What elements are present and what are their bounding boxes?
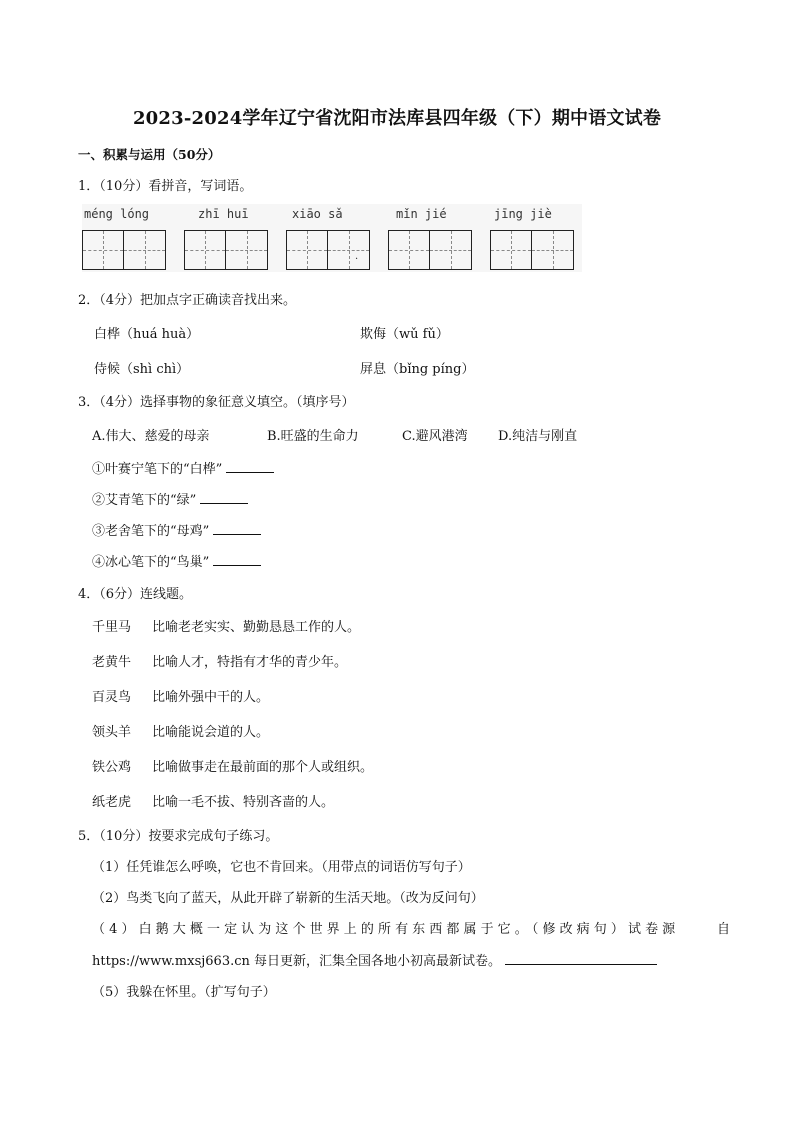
- match-term[interactable]: 领头羊: [92, 725, 132, 740]
- question-5-prompt: 5．（10分）按要求完成句子练习。: [78, 829, 279, 844]
- option-d: D.纯洁与刚直: [498, 429, 578, 444]
- writing-grid[interactable]: [184, 230, 268, 270]
- writing-grid[interactable]: [82, 230, 166, 270]
- fill-item: [92, 458, 274, 477]
- sentence-task-1: （1）任凭谁怎么呼唤，它也不肯回来。（用带点的词语仿写句子）: [92, 860, 471, 875]
- fill-item: [92, 489, 248, 508]
- pinyin-writing-area: [82, 204, 582, 272]
- writing-grid[interactable]: [490, 230, 574, 270]
- page-title: 2023-2024学年辽宁省沈阳市法库县四年级（下）期中语文试卷: [132, 108, 662, 129]
- writing-grid[interactable]: [286, 230, 370, 270]
- match-term[interactable]: 百灵鸟: [92, 690, 132, 705]
- match-term[interactable]: 老黄牛: [92, 655, 132, 670]
- answer-blank[interactable]: [213, 522, 261, 535]
- dot-mark: ·: [355, 254, 359, 265]
- fill-item-text: ②艾青笔下的“绿”: [92, 493, 197, 508]
- question-2-prompt: 2．（4分）把加点字正确读音找出来。: [78, 293, 297, 308]
- answer-blank[interactable]: [226, 460, 274, 473]
- match-term[interactable]: 铁公鸡: [92, 760, 132, 775]
- sentence-task-4-end: 自: [717, 922, 731, 937]
- pinyin-label: méng lóng: [84, 207, 150, 221]
- match-meaning[interactable]: 比喻外强中干的人。: [152, 690, 270, 705]
- match-term[interactable]: 纸老虎: [92, 795, 132, 810]
- pinyin-label: zhī huī: [198, 207, 249, 221]
- question-1-prompt: 1．（10分）看拼音，写词语。: [78, 179, 253, 194]
- sentence-task-4: （4）白鹅大概一定认为这个世界上的所有东西都属于它。（修改病句）试卷源: [92, 922, 680, 937]
- question-3-prompt: 3．（4分）选择事物的象征意义填空。（填序号）: [78, 395, 355, 410]
- match-meaning[interactable]: 比喻一毛不拔、特别吝啬的人。: [152, 795, 335, 810]
- reading-item: 白桦（huá huà）: [94, 327, 200, 342]
- fill-item-text: ③老舍笔下的“母鸡”: [92, 524, 210, 539]
- match-meaning[interactable]: 比喻能说会道的人。: [152, 725, 270, 740]
- reading-item: 欺侮（wǔ fǔ）: [360, 327, 449, 342]
- match-meaning[interactable]: 比喻老老实实、勤勤恳恳工作的人。: [152, 620, 361, 635]
- match-meaning[interactable]: 比喻人才，特指有才华的青少年。: [152, 655, 348, 670]
- answer-blank[interactable]: [200, 491, 248, 504]
- sentence-task-4-cont: [92, 950, 657, 969]
- fill-item: [92, 520, 261, 539]
- reading-item: 侍候（shì chì）: [94, 362, 190, 377]
- fill-item-text: ①叶赛宁笔下的“白桦”: [92, 462, 223, 477]
- section-heading: 一、积累与运用（50分）: [78, 147, 221, 162]
- question-4-prompt: 4．（6分）连线题。: [78, 587, 193, 602]
- reading-item: 屏息（bǐng píng）: [360, 362, 475, 377]
- fill-item-text: ④冰心笔下的“鸟巢”: [92, 555, 210, 570]
- writing-grid[interactable]: [388, 230, 472, 270]
- option-b: B.旺盛的生命力: [267, 429, 359, 444]
- pinyin-label: jīng jiè: [494, 207, 552, 221]
- answer-blank[interactable]: [213, 553, 261, 566]
- answer-blank[interactable]: [505, 952, 657, 965]
- sentence-task-5: （5）我躲在怀里。（扩写句子）: [92, 985, 276, 1000]
- pinyin-label: mǐn jié: [396, 207, 447, 221]
- fill-item: [92, 551, 261, 570]
- match-meaning[interactable]: 比喻做事走在最前面的那个人或组织。: [152, 760, 374, 775]
- option-a: A.伟大、慈爱的母亲: [92, 429, 210, 444]
- sentence-task-2: （2）鸟类飞向了蓝天，从此开辟了崭新的生活天地。（改为反问句）: [92, 891, 484, 906]
- pinyin-label: xiāo sǎ: [292, 207, 343, 221]
- source-text: https://www.mxsj663.cn 每日更新，汇集全国各地小初高最新试卷。: [92, 954, 502, 969]
- option-c: C.避风港湾: [402, 429, 468, 444]
- match-term[interactable]: 千里马: [92, 620, 132, 635]
